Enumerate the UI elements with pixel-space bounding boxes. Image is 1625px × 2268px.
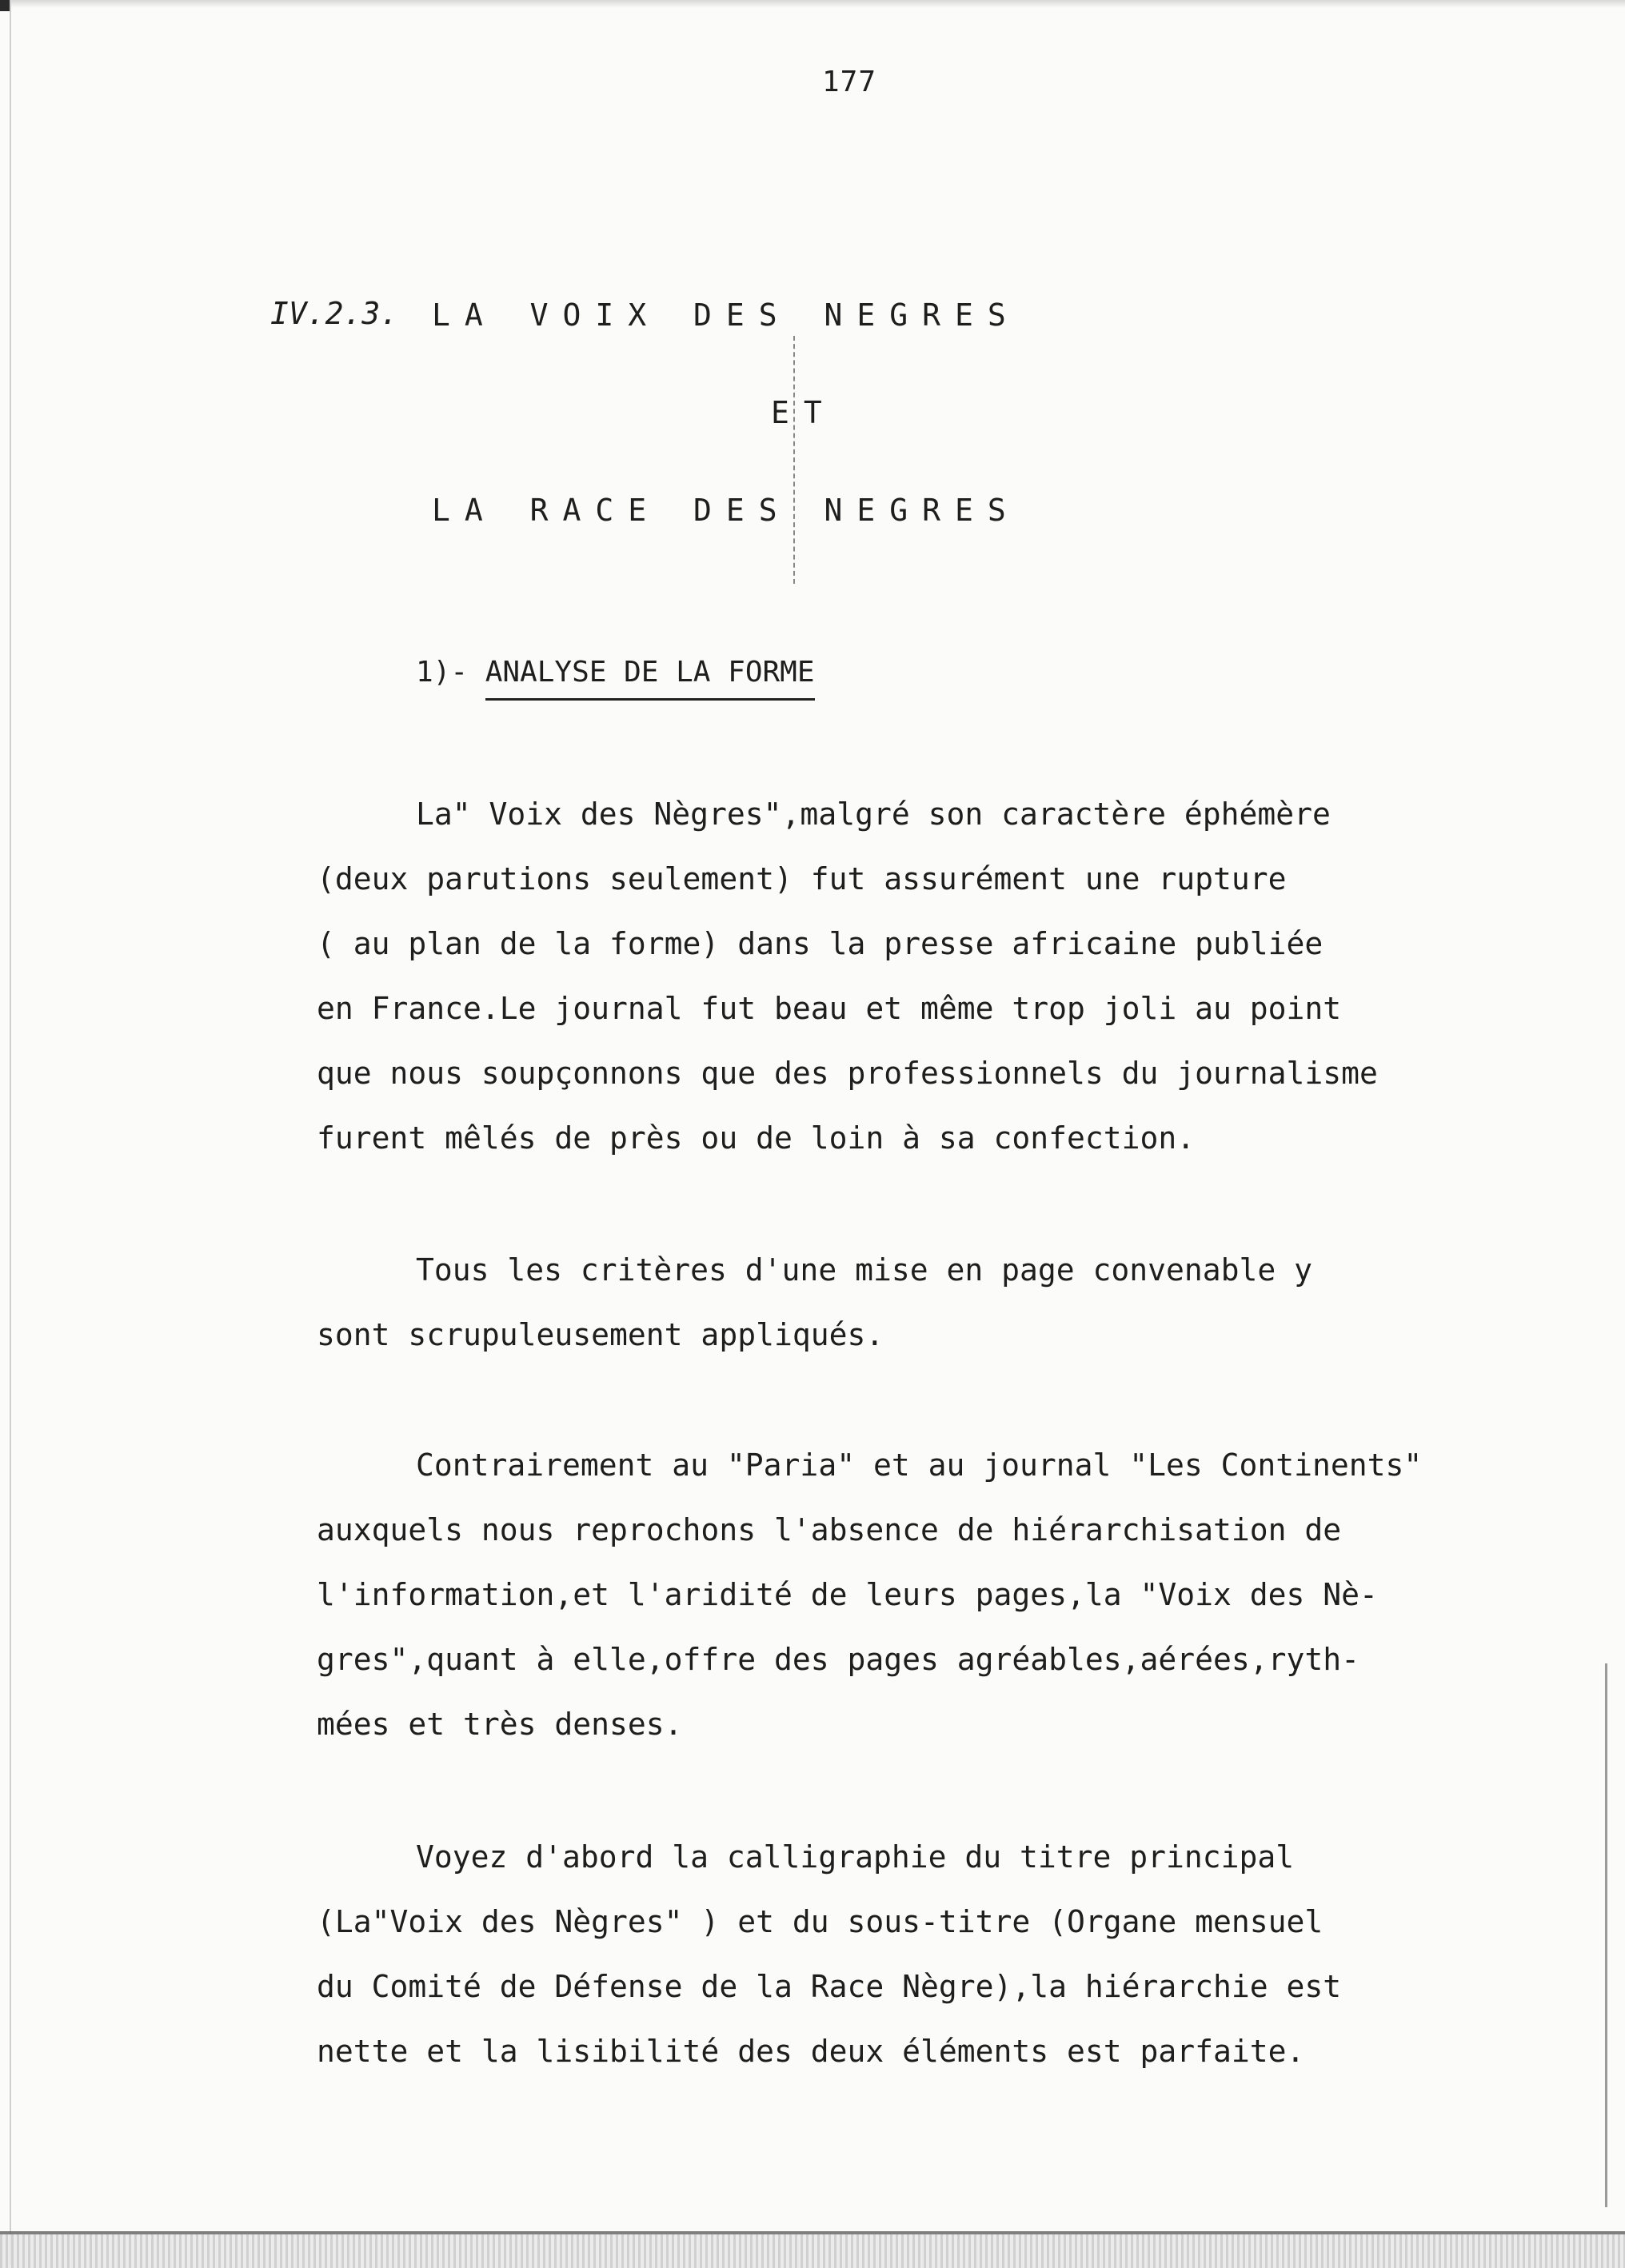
paragraph-line: La" Voix des Nègres",malgré son caractère éphémère bbox=[416, 797, 1331, 832]
page-number: 177 bbox=[822, 66, 877, 98]
paragraph-line: du Comité de Défense de la Race Nègre),la hiérarchie est bbox=[317, 1969, 1342, 2004]
paragraph-line: gres",quant à elle,offre des pages agréables,aérées,ryth- bbox=[317, 1642, 1360, 1677]
paragraph-line: nette et la lisibilité des deux éléments est parfaite. bbox=[317, 2034, 1305, 2069]
paragraph-line: en France.Le journal fut beau et même trop joli au point bbox=[317, 991, 1342, 1026]
scan-edge-top bbox=[0, 0, 1625, 8]
paragraph-line: furent mêlés de près ou de loin à sa confection. bbox=[317, 1120, 1196, 1156]
paragraph-4 bbox=[317, 1825, 1532, 2084]
paragraph-line: Tous les critères d'une mise en page convenable y bbox=[416, 1252, 1313, 1288]
scan-edge-left bbox=[10, 0, 11, 2265]
paragraph-3 bbox=[317, 1433, 1532, 1757]
paragraph-line: ( au plan de la forme) dans la presse africaine publiée bbox=[317, 926, 1324, 961]
title-line-3: LA RACE DES NEGRES bbox=[432, 493, 1020, 528]
paragraph-line: Contrairement au "Paria" et au journal "Les Continents" bbox=[416, 1447, 1423, 1483]
paragraph-line: l'information,et l'aridité de leurs pages,la "Voix des Nè- bbox=[317, 1577, 1378, 1612]
scan-edge-bottom bbox=[0, 2231, 1625, 2268]
scan-edge-right bbox=[1605, 1663, 1607, 2207]
paragraph-line: Voyez d'abord la calligraphie du titre principal bbox=[416, 1839, 1295, 1875]
title-line-2: ET bbox=[771, 395, 836, 430]
paragraph-line: auxquels nous reprochons l'absence de hiérarchisation de bbox=[317, 1512, 1342, 1547]
paragraph-line: mées et très denses. bbox=[317, 1707, 683, 1742]
paragraph-2 bbox=[317, 1238, 1532, 1368]
subheading-text: ANALYSE DE LA FORME bbox=[485, 656, 815, 701]
paragraph-1 bbox=[317, 782, 1532, 1171]
subheading bbox=[416, 656, 815, 701]
title-line-1: LA VOIX DES NEGRES bbox=[432, 297, 1020, 333]
subheading-number: 1)- bbox=[416, 656, 469, 689]
paragraph-line: que nous soupçonnons que des professionnels du journalisme bbox=[317, 1056, 1378, 1091]
section-code: IV.2.3. bbox=[270, 296, 399, 331]
paragraph-line: (deux parutions seulement) fut assurément une rupture bbox=[317, 861, 1287, 896]
paragraph-line: (La"Voix des Nègres" ) et du sous-titre (Organe mensuel bbox=[317, 1904, 1324, 1939]
paragraph-line: sont scrupuleusement appliqués. bbox=[317, 1317, 884, 1352]
title-dashed-divider bbox=[793, 336, 797, 584]
